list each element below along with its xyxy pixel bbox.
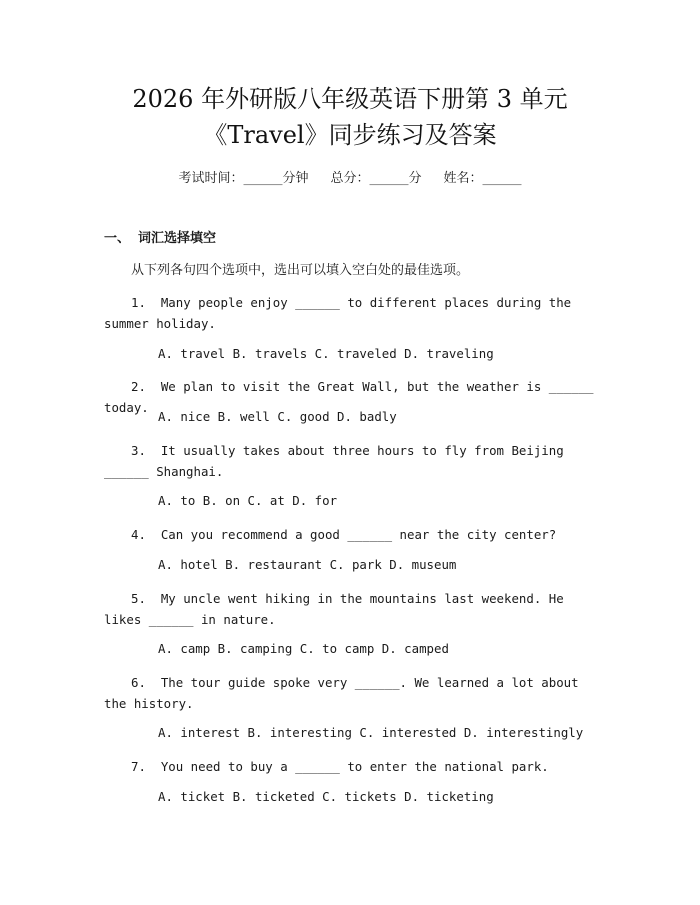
- question-item: [104, 440, 604, 482]
- question-text: My uncle went hiking in the mountains last weekend. He likes ______ in nature.: [104, 591, 572, 627]
- question-number: 7.: [131, 759, 146, 774]
- document-title-line-1: 2026 年外研版八年级英语下册第 3 单元: [132, 85, 568, 113]
- question-text: Can you recommend a good ______ near the city center?: [160, 527, 557, 542]
- section-instruction: 从下列各句四个选项中，选出可以填入空白处的最佳选项。: [131, 263, 470, 278]
- section-heading: [104, 230, 216, 248]
- question-text: It usually takes about three hours to fly from Beijing ______ Shanghai.: [104, 443, 572, 479]
- question-text: Many people enjoy ______ to different places during the summer holiday.: [104, 295, 579, 331]
- question-number: 1.: [131, 295, 146, 310]
- exam-meta: [0, 170, 700, 188]
- question-options: A. hotel B. restaurant C. park D. museum: [158, 557, 457, 572]
- question-options: A. interest B. interesting C. interested D. interestingly: [158, 725, 584, 740]
- question-options: A. nice B. well C. good D. badly: [158, 409, 397, 424]
- question-item: [104, 292, 604, 334]
- question-item: [104, 756, 604, 777]
- section-title: 词汇选择填空: [138, 231, 217, 246]
- question-number: 6.: [131, 675, 146, 690]
- question-number: 3.: [131, 443, 146, 458]
- exam-name-field: 姓名：______: [443, 171, 522, 186]
- question-text: We plan to visit the Great Wall, but the weather is ______ today.: [104, 379, 601, 415]
- document-title-line-2: 《Travel》同步练习及答案: [203, 121, 497, 149]
- question-number: 2.: [131, 379, 146, 394]
- question-number: 5.: [131, 591, 146, 606]
- exam-score-field: 总分：______分: [330, 171, 422, 186]
- question-options: A. ticket B. ticketed C. tickets D. ticketing: [158, 789, 494, 804]
- question-number: 4.: [131, 527, 146, 542]
- question-options: A. to B. on C. at D. for: [158, 493, 338, 508]
- question-text: You need to buy a ______ to enter the national park.: [160, 759, 549, 774]
- exam-time-field: 考试时间：______分钟: [178, 171, 309, 186]
- question-options: A. travel B. travels C. traveled D. traveling: [158, 346, 494, 361]
- question-options: A. camp B. camping C. to camp D. camped: [158, 641, 449, 656]
- question-text: The tour guide spoke very ______. We learned a lot about the history.: [104, 675, 587, 711]
- section-number: 一、: [104, 231, 131, 246]
- question-item: [104, 524, 604, 545]
- question-item: [104, 672, 604, 714]
- question-item: [104, 588, 604, 630]
